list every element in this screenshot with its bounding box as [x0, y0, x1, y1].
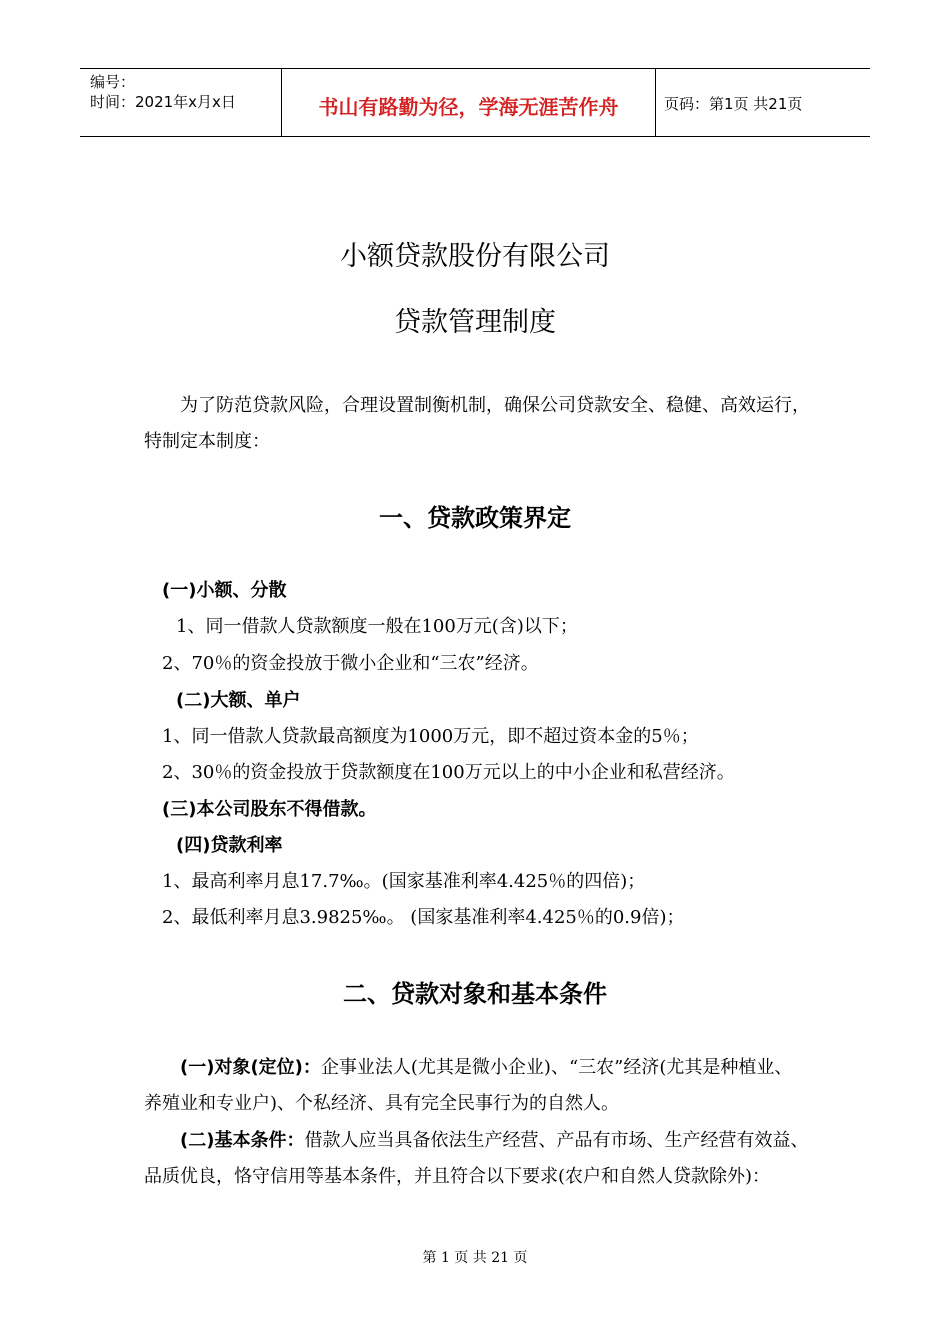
section-heading: 二、贷款对象和基本条件	[343, 980, 607, 1008]
document-number: 编号：	[90, 73, 136, 91]
paragraph-text: 借款人应当具备依法生产经营、产品有市场、生产经营有效益、品质优良，恪守信用等基本条件，并且符合以下要求(农户和自然人贷款除外)：	[144, 1130, 809, 1187]
paragraph-label: (二)基本条件：	[180, 1130, 305, 1151]
header-bottom-rule	[80, 136, 870, 137]
header-meta	[90, 72, 236, 112]
paragraph	[144, 1050, 810, 1122]
header-motto: 书山有路勤为径，学海无涯苦作舟	[318, 95, 619, 119]
header-page-code: 页码：第1页 共21页	[664, 95, 803, 113]
list-item: 2、最低利率月息3.9825‰。 (国家基准利率4.425％的0.9倍)；	[162, 907, 685, 928]
list-item: 2、30％的资金投放于贷款额度在100万元以上的中小企业和私营经济。	[162, 762, 735, 783]
list-item: 1、同一借款人贷款额度一般在100万元(含)以下；	[176, 616, 578, 637]
header-divider	[655, 69, 656, 136]
document-title: 贷款管理制度	[394, 307, 556, 338]
subsection-heading: (三)本公司股东不得借款。	[162, 799, 377, 820]
list-item: 2、70％的资金投放于微小企业和“三农”经济。	[162, 653, 539, 674]
header-top-rule	[80, 68, 870, 69]
list-item: 1、最高利率月息17.7‰。(国家基准利率4.425％的四倍)；	[162, 871, 646, 892]
list-item: 1、同一借款人贷款最高额度为1000万元，即不超过资本金的5％；	[162, 726, 699, 747]
subsection-heading: (一)小额、分散	[162, 580, 287, 601]
subsection-heading: (四)贷款利率	[176, 835, 283, 856]
company-title: 小额贷款股份有限公司	[340, 241, 610, 272]
subsection-heading: (二)大额、单户	[176, 690, 301, 711]
paragraph-text: 企事业法人(尤其是微小企业)、“三农”经济(尤其是种植业、养殖业和专业户)、个私经济、具有完全民事行为的自然人。	[144, 1057, 793, 1114]
page-footer: 第 1 页 共 21 页	[422, 1250, 528, 1266]
intro-paragraph: 为了防范贷款风险，合理设置制衡机制，确保公司贷款安全、稳健、高效运行，特制定本制度：	[144, 395, 810, 452]
document-date: 时间：2021年x月x日	[90, 93, 236, 111]
section-heading: 一、贷款政策界定	[379, 504, 571, 532]
paragraph	[144, 1123, 810, 1195]
paragraph-label: (一)对象(定位)：	[180, 1057, 321, 1078]
